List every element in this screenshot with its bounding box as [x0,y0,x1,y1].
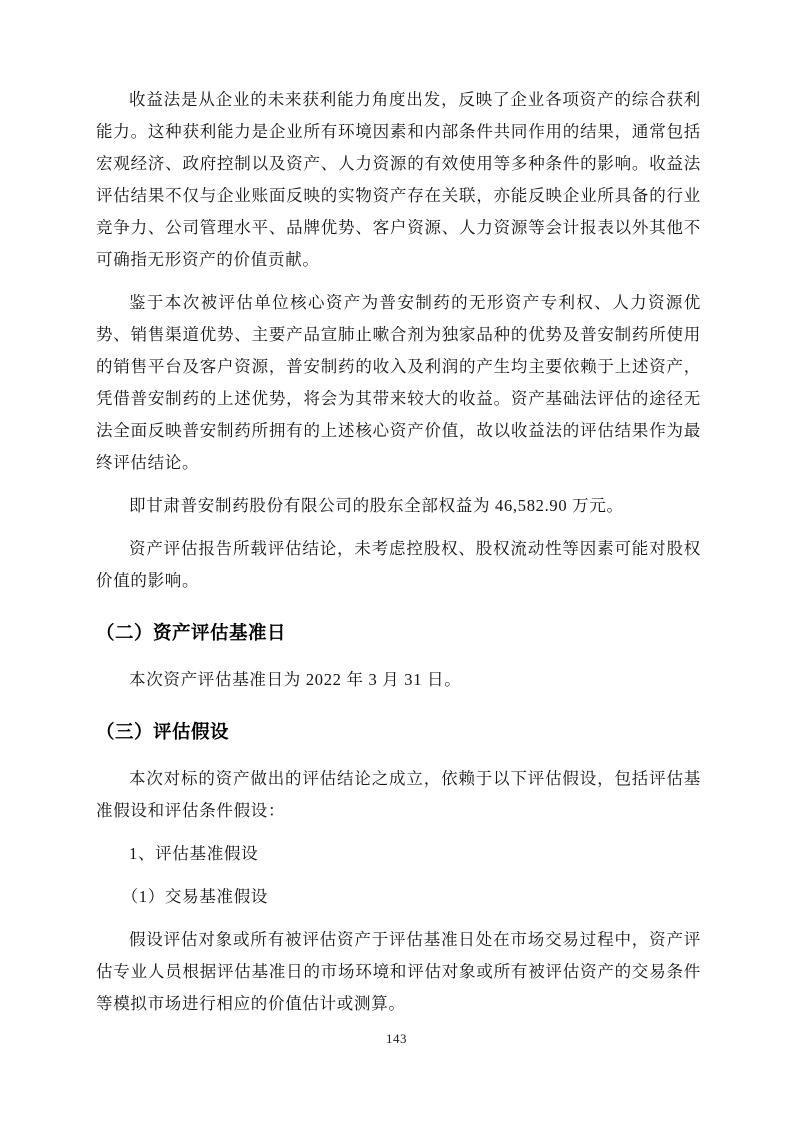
paragraph-assumptions-intro: 本次对标的资产做出的评估结论之成立，依赖于以下评估假设，包括评估基准假设和评估条件假设： [96,769,701,820]
list-item-transaction-assumption: （1）交易基准假设 [121,887,269,906]
paragraph-base-date: 本次资产评估基准日为 2022 年 3 月 31 日。 [129,670,462,689]
list-item-basic-assumption: 1、评估基准假设 [129,844,259,863]
paragraph-equity-value: 即甘肃普安制药股份有限公司的股东全部权益为 46,582.90 万元。 [129,496,624,515]
paragraph-transaction-assumption-body: 假设评估对象或所有被评估资产于评估基准日处在市场交易过程中，资产评估专业人员根据评估基准日的市场环境和评估对象或所有被评估资产的交易条件等模拟市场进行相应的价值估计或测算。 [96,930,701,1013]
page-number: 143 [386,1031,407,1046]
paragraph-conclusion-note: 资产评估报告所载评估结论，未考虑控股权、股权流动性等因素可能对股权价值的影响。 [96,539,701,590]
heading-valuation-base-date: （二）资产评估基准日 [96,622,287,643]
paragraph-core-assets: 鉴于本次被评估单位核心资产为普安制药的无形资产专利权、人力资源优势、销售渠道优势、主要产品宣肺止嗽合剂为独家品种的优势及普安制药所使用的销售平台及客户资源，普安制药的收入及利润的产生均主要依赖于上述资产，凭借普安制药的上述优势，将会为其带来较大的收益。资产基础法评估的途径无法全面反映普安制药所拥有的上述核心资产价值，故以收益法的评估结果作为最终评估结论。 [96,293,701,472]
page-footer [0,1030,793,1048]
paragraph-income-approach: 收益法是从企业的未来获利能力角度出发，反映了企业各项资产的综合获利能力。这种获利能力是企业所有环境因素和内部条件共同作用的结果，通常包括宏观经济、政府控制以及资产、人力资源的有效使用等多种条件的影响。收益法评估结果不仅与企业账面反映的实物资产存在关联，亦能反映企业所具备的行业竞争力、公司管理水平、品牌优势、客户资源、人力资源等会计报表以外其他不可确指无形资产的价值贡献。 [96,90,701,269]
heading-valuation-assumptions: （三）评估假设 [96,721,230,742]
document-content [96,84,701,1031]
